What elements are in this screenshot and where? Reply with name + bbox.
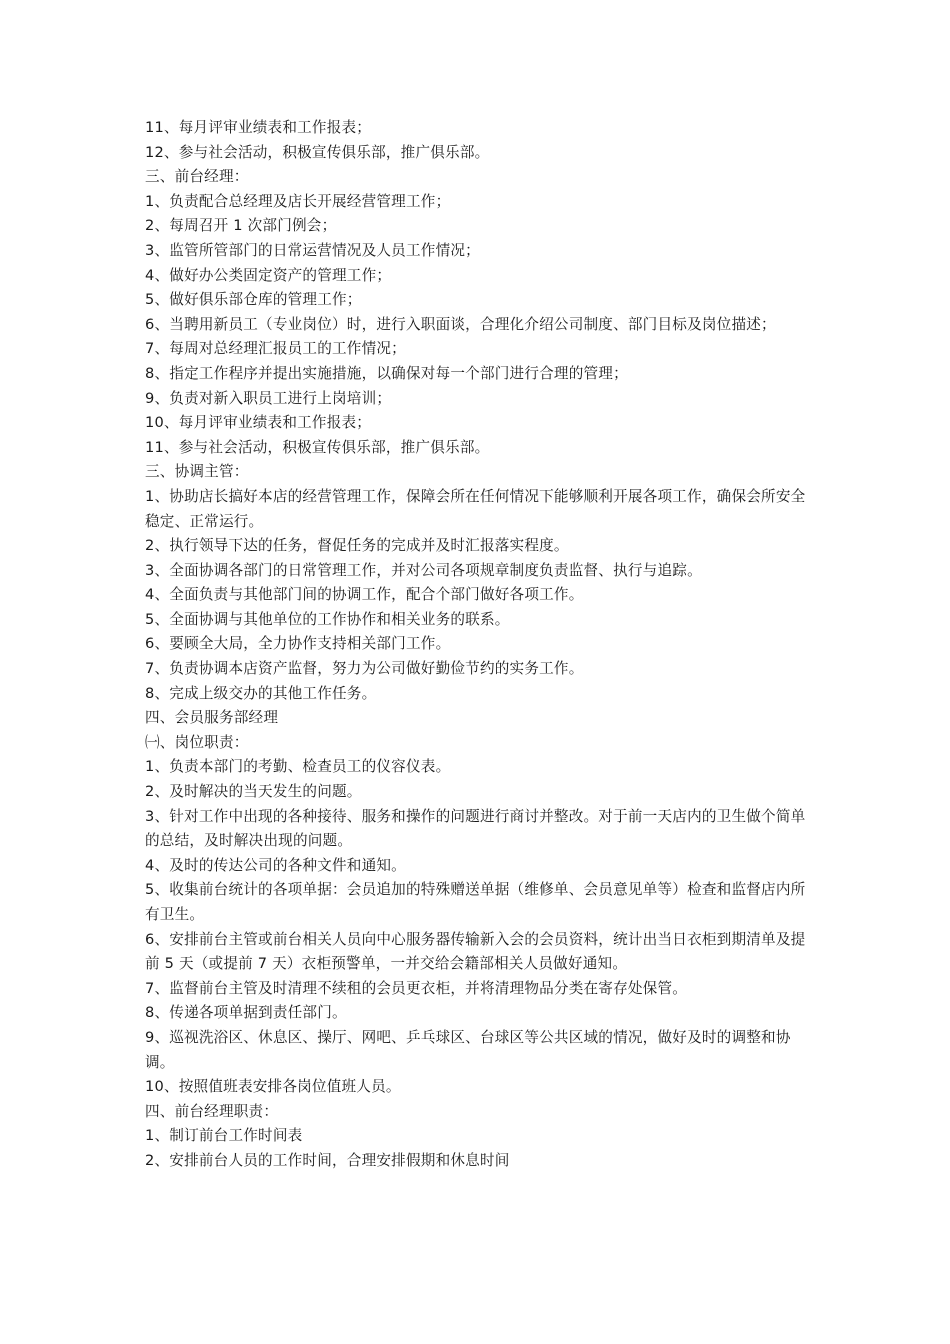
text-line: 1、负责配合总经理及店长开展经营管理工作； [145, 192, 451, 210]
text-line: 4、全面负责与其他部门间的协调工作，配合个部门做好各项工作。 [145, 586, 584, 604]
text-line: 6、安排前台主管或前台相关人员向中心服务器传输新入会的会员资料，统计出当日衣柜到期清单及提前 5 天（或提前 7 天）衣柜预警单，一并交给会籍部相关人员做好通知。 [145, 930, 806, 973]
text-line: 2、每周召开 1 次部门例会； [145, 217, 337, 235]
text-line: 11、每月评审业绩表和工作报表； [145, 119, 372, 136]
text-line: 7、监督前台主管及时清理不续租的会员更衣柜，并将清理物品分类在寄存处保管。 [145, 979, 688, 997]
text-line: 2、安排前台人员的工作时间，合理安排假期和休息时间 [145, 1151, 510, 1169]
text-line: 1、负责本部门的考勤、检查员工的仪容仪表。 [145, 758, 451, 776]
text-line: 6、要顾全大局，全力协作支持相关部门工作。 [145, 635, 451, 653]
section-heading: 三、前台经理： [145, 168, 249, 186]
text-line: 5、收集前台统计的各项单据：会员追加的特殊赠送单据（维修单、会员意见单等）检查和监督店内所有卫生。 [145, 881, 806, 923]
text-line: 6、当聘用新员工（专业岗位）时，进行入职面谈，合理化介绍公司制度、部门目标及岗位描述； [145, 315, 776, 333]
text-line: 8、指定工作程序并提出实施措施，以确保对每一个部门进行合理的管理； [145, 364, 628, 382]
text-line: 3、针对工作中出现的各种接待、服务和操作的问题进行商讨并整改。对于前一天店内的卫生做个简单的总结，及时解决出现的问题。 [145, 807, 806, 850]
section-heading: 四、前台经理职责： [145, 1102, 279, 1120]
text-line: 7、负责协调本店资产监督，努力为公司做好勤俭节约的实务工作。 [145, 660, 584, 678]
text-line: 11、参与社会活动，积极宣传俱乐部，推广俱乐部。 [145, 438, 490, 456]
text-line: 2、执行领导下达的任务，督促任务的完成并及时汇报落实程度。 [145, 537, 569, 555]
section-heading: 三、协调主管： [145, 463, 249, 481]
text-line: 3、监管所管部门的日常运营情况及人员工作情况； [145, 241, 480, 259]
text-line: 10、按照值班表安排各岗位值班人员。 [145, 1078, 401, 1096]
text-line: 9、负责对新入职员工进行上岗培训； [145, 389, 392, 407]
text-line: 5、全面协调与其他单位的工作协作和相关业务的联系。 [145, 610, 510, 628]
section-heading: 四、会员服务部经理 [145, 709, 279, 727]
subsection-heading: ㈠、岗位职责： [145, 733, 249, 751]
text-line: 8、完成上级交办的其他工作任务。 [145, 684, 377, 702]
document-body [145, 116, 810, 1174]
text-line: 10、每月评审业绩表和工作报表； [145, 414, 372, 432]
text-line: 1、协助店长搞好本店的经营管理工作，保障会所在任何情况下能够顺利开展各项工作，确保会所安全稳定、正常运行。 [145, 487, 806, 530]
text-line: 8、传递各项单据到责任部门。 [145, 1004, 347, 1022]
text-line: 9、巡视洗浴区、休息区、操厅、网吧、乒乓球区、台球区等公共区域的情况，做好及时的调整和协调。 [145, 1028, 791, 1071]
text-line: 3、全面协调各部门的日常管理工作，并对公司各项规章制度负责监督、执行与追踪。 [145, 561, 702, 579]
text-line: 4、做好办公类固定资产的管理工作； [145, 266, 392, 284]
text-line: 5、做好俱乐部仓库的管理工作； [145, 291, 362, 309]
text-line: 12、参与社会活动，积极宣传俱乐部，推广俱乐部。 [145, 143, 490, 161]
text-line: 4、及时的传达公司的各种文件和通知。 [145, 856, 406, 874]
text-line: 1、制订前台工作时间表 [145, 1127, 303, 1145]
text-line: 7、每周对总经理汇报员工的工作情况； [145, 340, 406, 358]
text-line: 2、及时解决的当天发生的问题。 [145, 783, 362, 801]
